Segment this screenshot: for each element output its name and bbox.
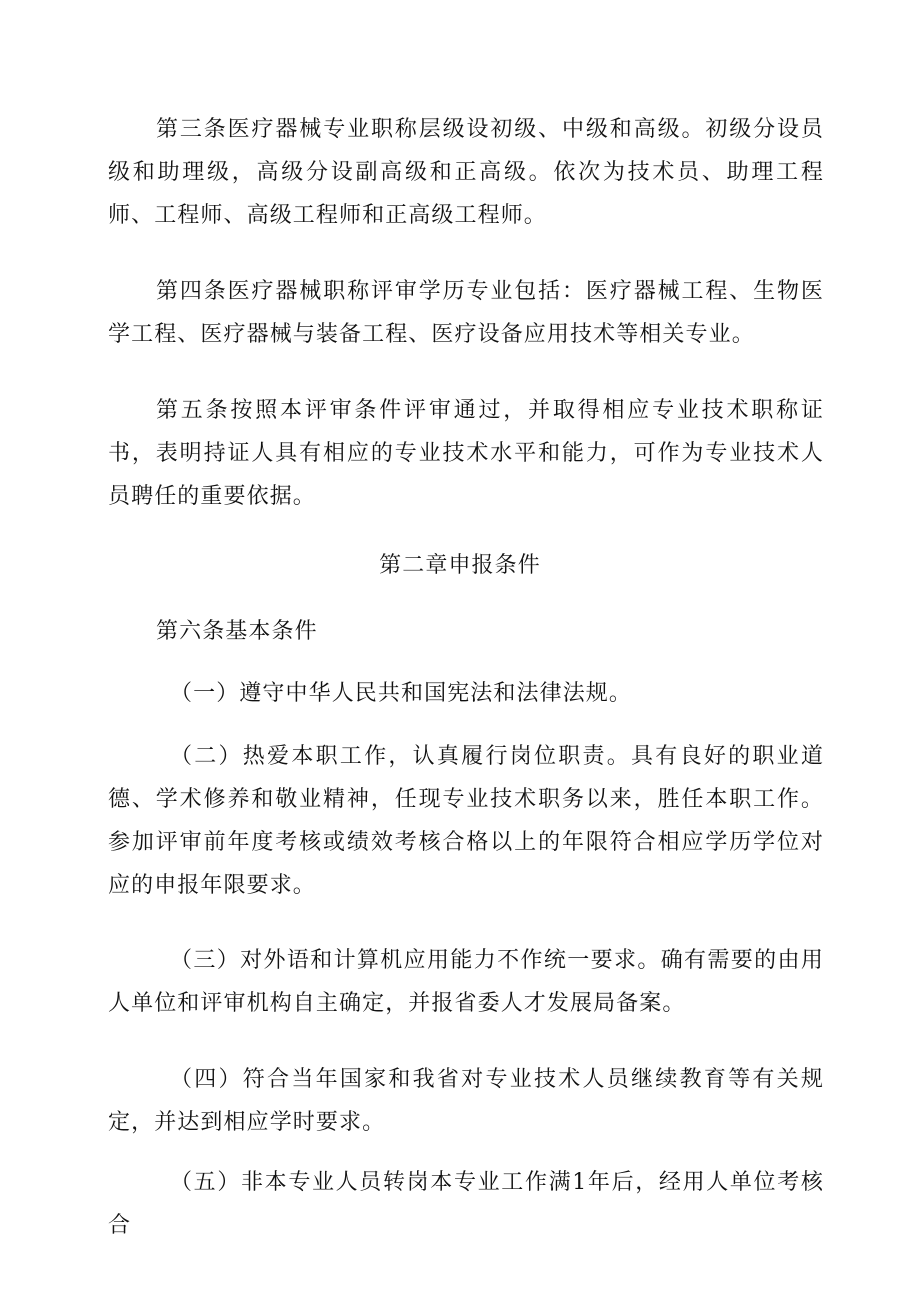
article-4-paragraph: 第四条医疗器械职称评审学历专业包括：医疗器械工程、生物医学工程、医疗器械与装备工程、医疗设备应用技术等相关专业。 <box>108 279 824 347</box>
article-6-title: 第六条基本条件 <box>156 619 318 644</box>
item-5-paragraph: （五）非本专业人员转岗本专业工作满1年后，经用人单位考核合 <box>108 1170 824 1238</box>
item-2-paragraph: （二）热爱本职工作，认真履行岗位职责。具有良好的职业道德、学术修养和敬业精神，任现专业技术职务以来，胜任本职工作。参加评审前年度考核或绩效考核合格以上的年限符合相应学历学位对应的申报年限要求。 <box>108 744 824 898</box>
article-3-paragraph: 第三条医疗器械专业职称层级设初级、中级和高级。初级分设员级和助理级，高级分设副高级和正高级。依次为技术员、助理工程师、工程师、高级工程师和正高级工程师。 <box>108 117 824 228</box>
item-3-paragraph: （三）对外语和计算机应用能力不作统一要求。确有需要的由用人单位和评审机构自主确定，并报省委人才发展局备案。 <box>108 948 824 1016</box>
chapter-2-title: 第二章申报条件 <box>379 553 541 578</box>
item-4-paragraph: （四）符合当年国家和我省对专业技术人员继续教育等有关规定，并达到相应学时要求。 <box>108 1067 824 1135</box>
item-1-paragraph: （一）遵守中华人民共和国宪法和法律法规。 <box>170 681 633 706</box>
article-5-paragraph: 第五条按照本评审条件评审通过，并取得相应专业技术职称证书，表明持证人具有相应的专业技术水平和能力，可作为专业技术人员聘任的重要依据。 <box>108 398 824 509</box>
